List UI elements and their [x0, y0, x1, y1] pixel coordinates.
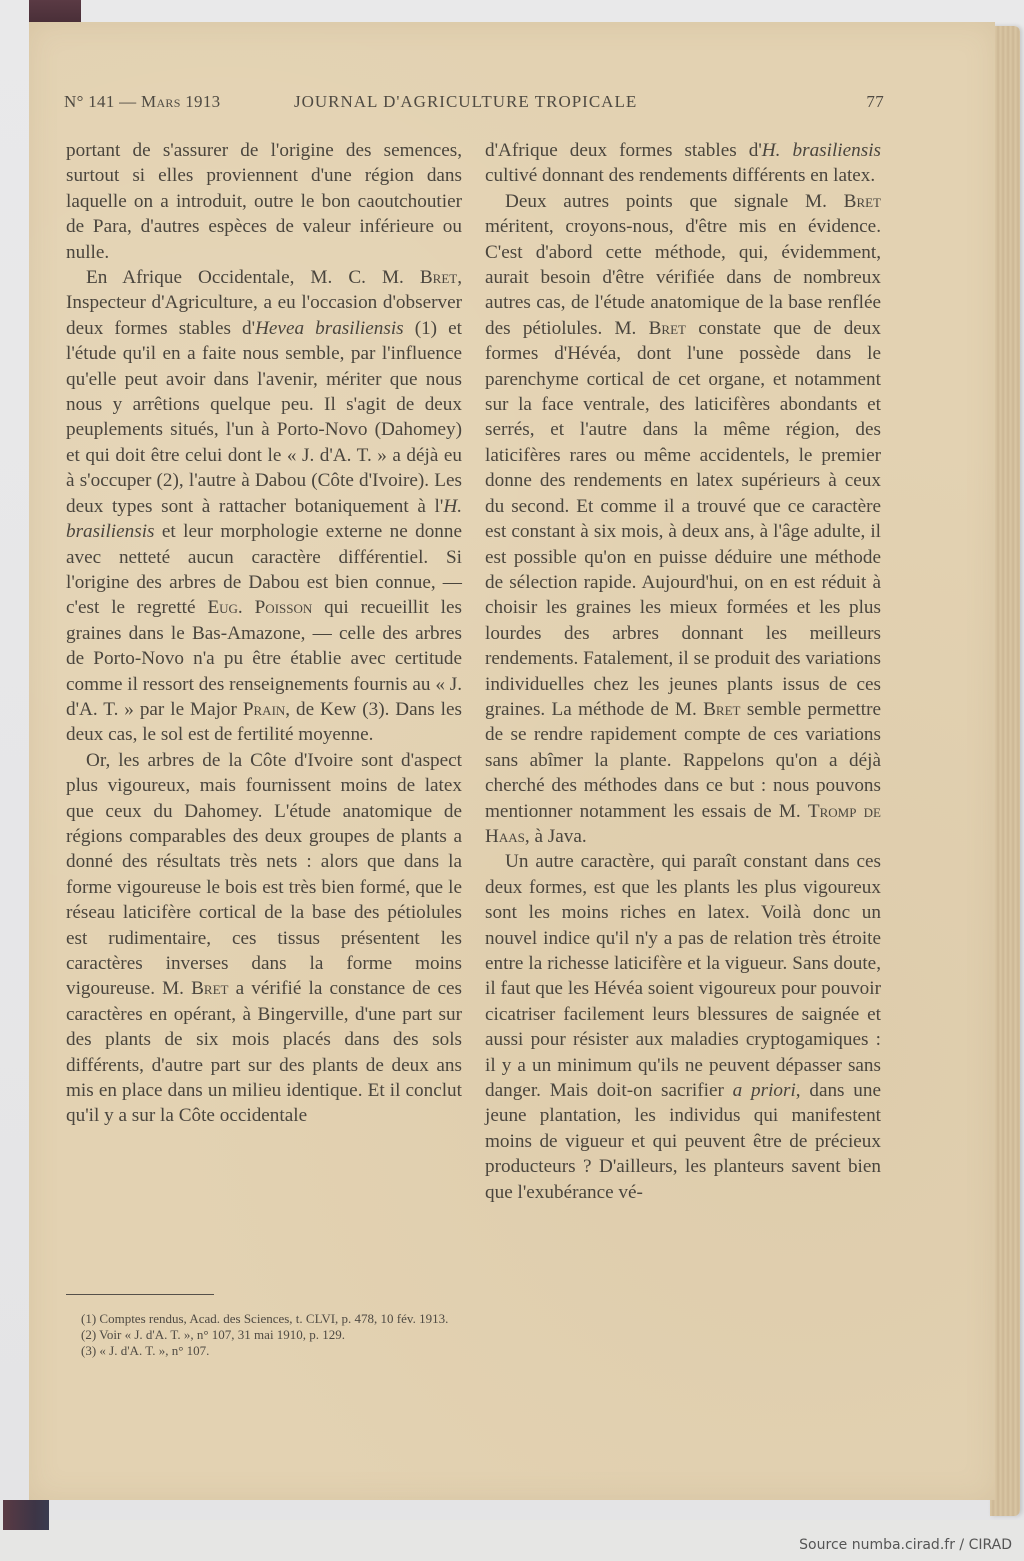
species-name: Hevea brasiliensis — [255, 317, 404, 339]
person-name: Tromp de Haas — [485, 800, 881, 847]
footnote-2: (2) Voir « J. d'A. T. », n° 107, 31 mai 1910, p. 129. — [81, 1327, 346, 1342]
text-run: a vérifié la constance de ces caractères en opérant, à Bingerville, d'une part sur des plants de six mois placés dans des sols différents, d'autre part sur des plants de deux ans mis en place dans un milieu identique. Et il conclut qu'il y a sur la Côte occidentale — [66, 978, 463, 1127]
right-column — [485, 138, 881, 1205]
issue-year: 1913 — [180, 92, 221, 111]
source-credit: Source numba.cirad.fr / CIRAD — [799, 1537, 1012, 1553]
text-run: , Inspecteur d'Agriculture, a eu l'occasion d'observer deux formes stables d' — [66, 267, 462, 339]
author-name: Bret — [648, 317, 686, 339]
text-run: d'Afrique deux formes stables d' — [485, 140, 762, 161]
footnote-3: (3) « J. d'A. T. », n° 107. — [81, 1343, 210, 1358]
paragraph — [66, 265, 462, 748]
text-run: qui recueillit les graines dans le Bas-Amazone, — celle des arbres de Porto-Novo n'a pu être établie avec certitude comme il ressort des renseignements fournis au « J. d'A. T. » par le Major — [66, 597, 462, 720]
text-run: et leur morphologie externe ne donne avec netteté aucun caractère différentiel. Si l'origine des arbres de Dabou est bien connue, — c'est le regretté — [66, 521, 462, 619]
issue-number: N° 141 — — [64, 92, 142, 111]
person-name: Eug. Poisson — [207, 597, 313, 619]
emphasis: a priori — [732, 1080, 796, 1102]
text-run: constate que de deux formes d'Hévéa, dont l'une possède dans le parenchyme cortical de cet organe, et notamment sur la face ventrale, des laticifères abondants et serrés, et l'autre dans la même région, des laticifères rares ou même accidentels, le premier donne des rendements en latex supérieurs à ceux du second. Et comme il a trouvé que ce caractère est constant à six mois, à deux ans, à l'âge adulte, il est possible qu'on en puisse déduire une méthode de sélection rapide. Aujourd'hui, on en est réduit à choisir les graines les mieux formées et les plus lourdes des arbres donnant les meilleurs rendements. Fatalement, il se produit des variations individuelles chez les jeunes plants issus de ces graines. La méthode de M. — [485, 317, 881, 720]
book-binding-bottom — [3, 1500, 49, 1530]
paragraph — [485, 138, 881, 189]
paragraph — [485, 849, 881, 1205]
text-run: , dans une jeune plantation, les individus qui manifestent moins de vigueur et qui peuvent être de précieux producteurs ? D'ailleurs, les planteurs savent bien que l'exubérance vé- — [485, 1080, 881, 1203]
species-name: H. brasiliensis — [66, 495, 462, 543]
book-binding-top — [29, 0, 81, 22]
text-run: Un autre caractère, qui paraît constant dans ces deux formes, est que les plants les plus vigoureux sont les moins riches en latex. Voilà donc un nouvel indice qu'il n'y a pas de relation très étroite entre la richesse laticifère et la vigueur. Sans doute, il faut que les Hévéa soient vigoureux pour pouvoir cicatriser facilement leurs blessures de saignée et aussi pour résister aux maladies cryptogamiques : il y a un minimum qu'ils ne peuvent dépasser sans danger. Mais doit-on sacrifier — [485, 851, 881, 1102]
journal-title: JOURNAL D'AGRICULTURE TROPICALE — [294, 92, 638, 111]
author-name: Bret — [843, 190, 881, 212]
running-head — [64, 92, 884, 116]
text-run: Deux autres points que signale M. — [505, 190, 844, 212]
paragraph — [485, 189, 881, 850]
text-run: , à Java. — [524, 825, 587, 847]
author-name: Bret — [191, 978, 229, 1000]
author-name: Bret — [419, 267, 458, 289]
page-number: 77 — [866, 92, 884, 111]
footnote-divider — [66, 1294, 214, 1295]
footnote-1: (1) Comptes rendus, Acad. des Sciences, t. CLVI, p. 478, 10 fév. 1913. — [81, 1311, 449, 1326]
person-name: Prain — [242, 698, 286, 720]
author-name: Bret — [703, 698, 741, 720]
text-run: méritent, croyons-nous, d'être mis en évidence. C'est d'abord cette méthode, qui, évidemment, aurait besoin d'être vérifiée dans de nombreux autres cas, de l'étude anatomique de la base renflée des pétiolules. M. — [485, 216, 881, 339]
species-name: H. brasiliensis — [761, 140, 881, 161]
paragraph — [66, 748, 462, 1129]
paragraph: portant de s'assurer de l'origine des semences, surtout si elles proviennent d'une région dans laquelle on a introduit, outre le bon caoutchoutier de Para, d'autres espèces de valeur inférieure ou nulle. — [66, 140, 462, 263]
text-run: En Afrique Occidentale, M. C. M. — [86, 267, 420, 289]
text-run: Or, les arbres de la Côte d'Ivoire sont d'aspect plus vigoureux, mais fournissent moins de latex que ceux du Dahomey. L'étude anatomique de régions comparables des deux groupes de plants a donné des résultats très nets : alors que dans la forme vigoureuse le bois est très bien formé, que le réseau laticifère cortical de la base des pétiolules est rudimentaire, ces tissus présentent les caractères inverses dans la forme moins vigoureuse. M. — [66, 749, 462, 1000]
text-run: , de Kew (3). Dans les deux cas, le sol est de fertilité moyenne. — [66, 698, 462, 746]
issue-date — [64, 92, 220, 112]
left-column — [66, 138, 462, 1129]
text-run: (1) et l'étude qu'il en a faite nous semble, par l'influence qu'elle peut avoir dans l'avenir, mériter que nous nous y arrêtions quelque peu. Il s'agit de deux peuplements situés, l'un à Porto-Novo (Dahomey) et qui doit être celui dont le « J. d'A. T. » a déjà eu à s'occuper (2), l'autre à Dabou (Côte d'Ivoire). Les deux types sont à rattacher botaniquement à l' — [66, 317, 462, 517]
text-run: semble permettre de se rendre rapidement compte de ces variations sans abîmer la plante. Rappelons qu'on a déjà cherché des méthodes dans ce but : nous pouvons mentionner notamment les essais de M. — [485, 698, 881, 822]
text-run: cultivé donnant des rendements différents en latex. — [485, 165, 876, 187]
issue-month: Mars — [141, 92, 181, 111]
footnotes — [66, 1311, 462, 1359]
